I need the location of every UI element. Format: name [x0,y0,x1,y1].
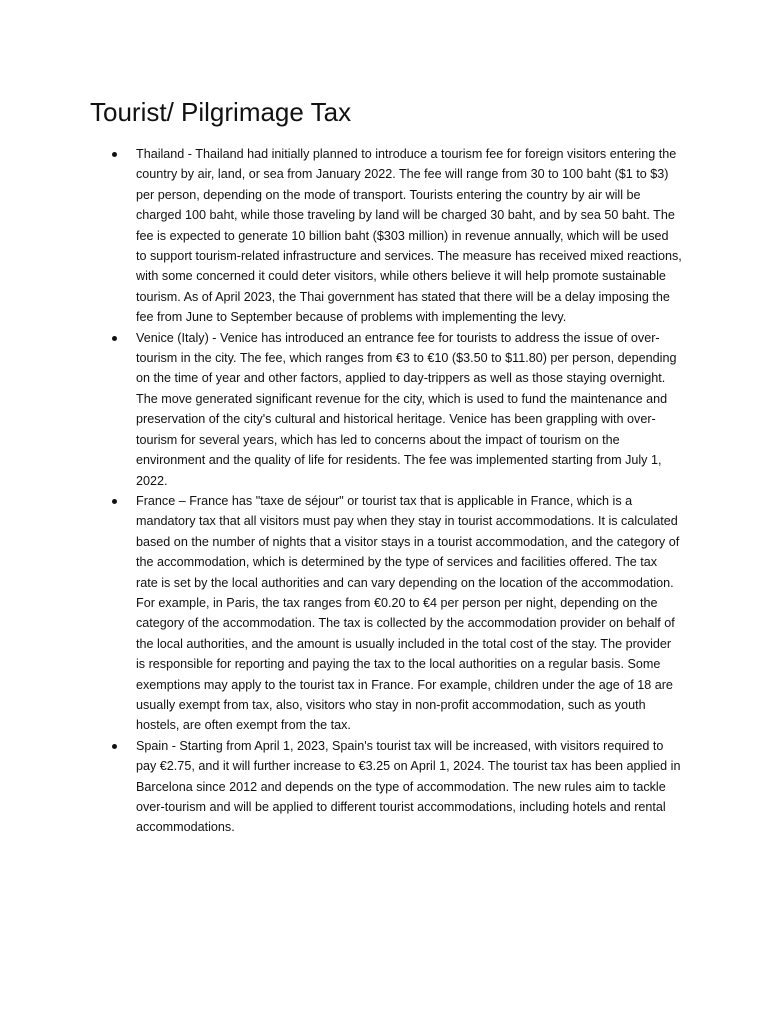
list-item-spain [0,736,768,838]
list-item-text: Venice (Italy) - Venice has introduced an entrance fee for tourists to address the issue of over-tourism in the city. The fee, which ranges from €3 to €10 ($3.50 to $11.80) per person, depending on the time of year and other factors, applied to day-trippers as well as those staying overnight. The move generated significant revenue for the city, which is used to fund the maintenance and preservation of the city's cultural and historical heritage. Venice has been grappling with over-tourism for several years, which has led to concerns about the impact of tourism on the environment and the quality of life for residents. The fee was implemented starting from July 1, 2022. [136,330,677,488]
bullet-icon [112,152,117,157]
list-item-text: France – France has "taxe de séjour" or tourist tax that is applicable in France, which is a mandatory tax that all visitors must pay when they stay in tourist accommodations. It is calculated based on the number of nights that a visitor stays in a tourist accommodation, and the category of the accommodation, which is determined by the type of services and facilities offered. The tax rate is set by the local authorities and can vary depending on the location of the accommodation. For example, in Paris, the tax ranges from €0.20 to €4 per person per night, depending on the category of the accommodation. The tax is collected by the accommodation provider on behalf of the local authorities, and the amount is usually included in the total cost of the stay. The provider is responsible for reporting and paying the tax to the local authorities on a regular basis. Some exemptions may apply to the tourist tax in France. For example, children under the age of 18 are usually exempt from tax, also, visitors who stay in non-profit accommodation, such as youth hostels, are often exempt from the tax. [136,493,680,733]
list-item-france [0,491,768,736]
page-title: Tourist/ Pilgrimage Tax [90,97,352,127]
bullet-list [0,144,768,838]
list-item-text: Thailand - Thailand had initially planned to introduce a tourism fee for foreign visitors entering the country by air, land, or sea from January 2022. The fee will range from 30 to 100 baht ($1 to $3) per person, depending on the mode of transport. Tourists entering the country by air will be charged 100 baht, while those traveling by land will be charged 30 baht, and by sea 50 baht. The fee is expected to generate 10 billion baht ($303 million) in revenue annually, which will be used to support tourism-related infrastructure and services. The measure has received mixed reactions, with some concerned it could deter visitors, while others believe it will help promote sustainable tourism. As of April 2023, the Thai government has stated that there will be a delay imposing the fee from June to September because of problems with implementing the levy. [136,147,682,325]
list-item-text: Spain - Starting from April 1, 2023, Spain's tourist tax will be increased, with visitors required to pay €2.75, and it will further increase to €3.25 on April 1, 2024. The tourist tax has been applied in Barcelona since 2012 and depends on the type of accommodation. The new rules aim to tackle over-tourism and will be applied to different tourist accommodations, including hotels and rental accommodations. [136,738,681,835]
bullet-icon [112,499,117,504]
list-item-venice [0,328,768,491]
bullet-icon [112,336,117,341]
bullet-icon [112,744,117,749]
list-item-thailand [0,144,768,328]
